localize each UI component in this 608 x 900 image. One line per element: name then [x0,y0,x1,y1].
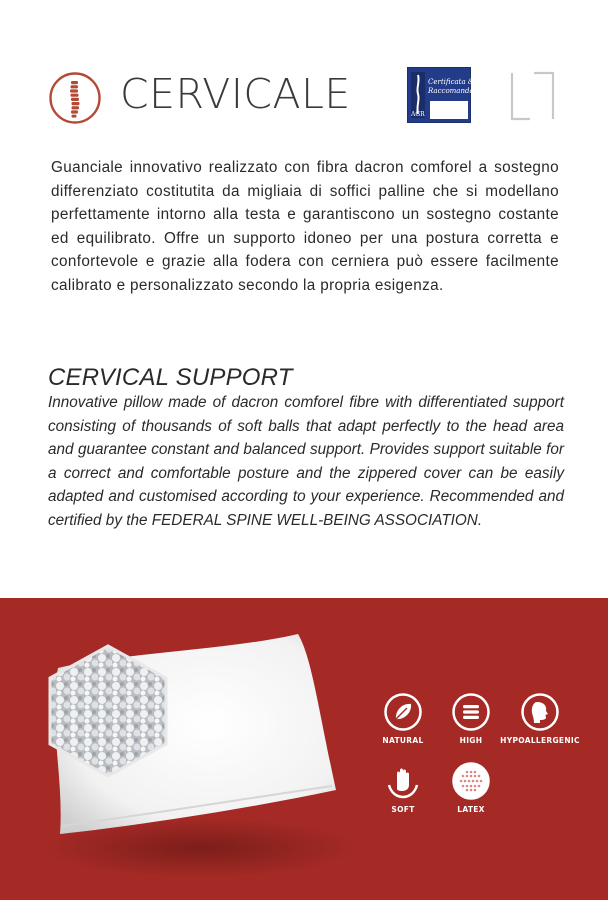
cert-brand: AGR [411,111,425,118]
product-title: CERVICALE [120,70,351,118]
feature-hypoallergenic [490,692,590,745]
feature-latex [421,761,521,814]
cert-label-box [430,101,468,119]
feature-label: NATURAL [382,736,424,745]
latex-dots-icon [451,761,491,801]
spine-logo-icon [48,71,102,125]
leaf-icon [383,692,423,732]
feature-label: HIGH [459,736,483,745]
high-layers-icon [451,692,491,732]
cert-line-2: Raccomandata [428,87,481,95]
hand-icon [383,761,423,801]
english-description: Innovative pillow made of dacron comforel fibre with differentiated support consisting of thousands of soft balls that adapt perfectly to the head area and guarantee constant and balanced support. Provides support suitable for a correct and comfortable posture and the zippered cover can be easily adapted and customised according to your experience. Recommended and certified by the FEDERAL SPINE WELL-BEING ASSOCIATION. [48,394,564,529]
italian-description: Guanciale innovativo realizzato con fibra dacron comforel a sostegno differenziato costitutita da migliaia di soffici palline che si modellano perfettamente intorno alla testa e garantiscono un sostegno costante ed equilibrato. Offre un supporto idoneo per una postura corretta e confortevole e grazie alla fodera con cerniera può essere facilmente calibrato e personalizzato secondo la propria esigenza. [51,159,559,294]
cert-line-1: Certificata & [428,78,475,86]
english-title: CERVICAL SUPPORT [48,364,293,391]
feature-label: SOFT [391,805,415,814]
product-visual-section [0,598,608,900]
cert-text [428,78,481,96]
certification-badge [407,67,481,123]
brand-frame-icon [510,71,555,121]
feature-label: HYPOALLERGENIC [500,736,580,745]
face-profile-icon [520,692,560,732]
feature-label: LATEX [457,805,485,814]
pillow-image [0,598,608,900]
